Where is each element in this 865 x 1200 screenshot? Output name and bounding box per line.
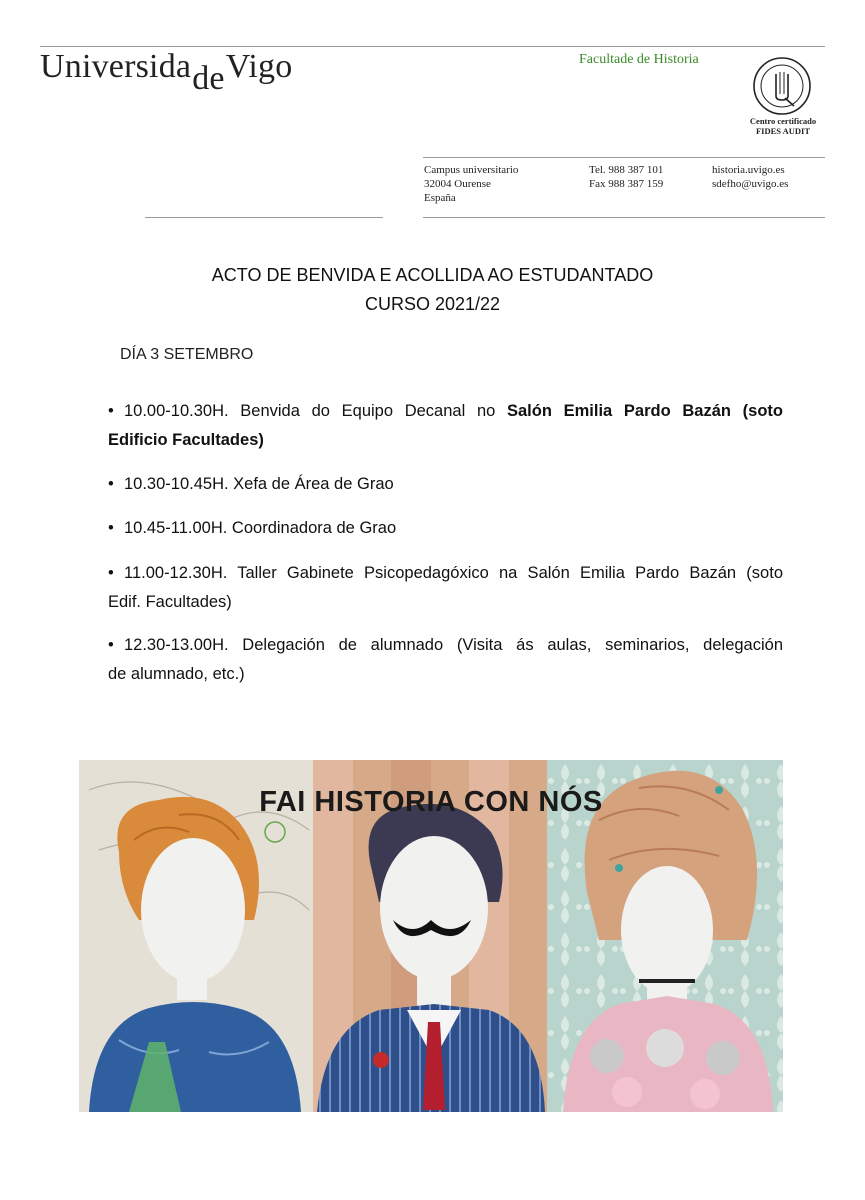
address-line-2: 32004 Ourense	[424, 178, 491, 190]
logo-text-1: Universida	[40, 48, 192, 85]
schedule-item	[108, 397, 783, 455]
header-left-rule	[145, 217, 383, 218]
bullet-icon: •	[108, 519, 114, 537]
certification-line-1: Centro certificado	[749, 116, 817, 126]
schedule-item-line-1: 12.30-13.00H. Delegación de alumnado (Visita ás aulas, seminarios, delegación	[124, 636, 783, 654]
fax-line: Fax 988 387 159	[589, 178, 664, 190]
header-top-rule	[40, 46, 825, 47]
logo-text-2: Vigo	[225, 48, 293, 85]
address-block	[424, 163, 518, 205]
certification-line-2: FIDES AUDIT	[755, 126, 811, 136]
schedule-item-location-cont: Edificio Facultades)	[108, 431, 264, 449]
bullet-icon: •	[108, 636, 114, 654]
faculty-name: Facultade de Historia	[579, 52, 699, 67]
poster-title: FAI HISTORIA CON NÓS	[259, 786, 603, 818]
schedule-item-line-2	[108, 426, 783, 455]
phone-block	[589, 163, 663, 191]
email-link[interactable]: sdefho@uvigo.es	[712, 178, 789, 190]
document-subtitle: CURSO 2021/22	[364, 294, 501, 314]
address-top-rule	[423, 157, 825, 158]
address-bottom-rule	[423, 217, 825, 218]
address-line-3: España	[424, 192, 456, 204]
university-logo	[40, 48, 293, 97]
logo-text-de: de	[192, 60, 225, 97]
certification-text	[735, 116, 831, 136]
certification-seal-icon	[752, 56, 812, 116]
bullet-icon: •	[108, 475, 114, 493]
schedule-item-line-1	[108, 397, 783, 426]
bullet-icon: •	[108, 564, 114, 582]
schedule-item	[108, 514, 783, 543]
schedule-item	[108, 631, 783, 689]
schedule-item-location: Salón Emilia Pardo Bazán (soto	[507, 402, 783, 420]
schedule-item	[108, 559, 783, 617]
phone-line: Tel. 988 387 101	[589, 164, 664, 176]
document-title: ACTO DE BENVIDA E ACOLLIDA AO ESTUDANTADO	[211, 265, 654, 285]
schedule-item-line-1: 11.00-12.30H. Taller Gabinete Psicopedagóxico na Salón Emilia Pardo Bazán (soto	[124, 564, 783, 582]
event-day: DÍA 3 SETEMBRO	[120, 346, 254, 363]
schedule-item-line-2: Edif. Facultades)	[108, 593, 232, 611]
event-poster	[79, 760, 783, 1112]
web-block	[712, 163, 788, 191]
schedule-item-text: 10.45-11.00H. Coordinadora de Grao	[124, 519, 397, 537]
bullet-icon: •	[108, 402, 114, 420]
address-line-1: Campus universitario	[424, 164, 519, 176]
website-link[interactable]: historia.uvigo.es	[712, 164, 785, 176]
schedule-item	[108, 470, 783, 499]
schedule-item-text: 10.30-10.45H. Xefa de Área de Grao	[124, 475, 394, 493]
schedule-item-line-2: de alumnado, etc.)	[108, 665, 245, 683]
schedule-item-text: 10.00-10.30H. Benvida do Equipo Decanal no	[124, 402, 507, 420]
